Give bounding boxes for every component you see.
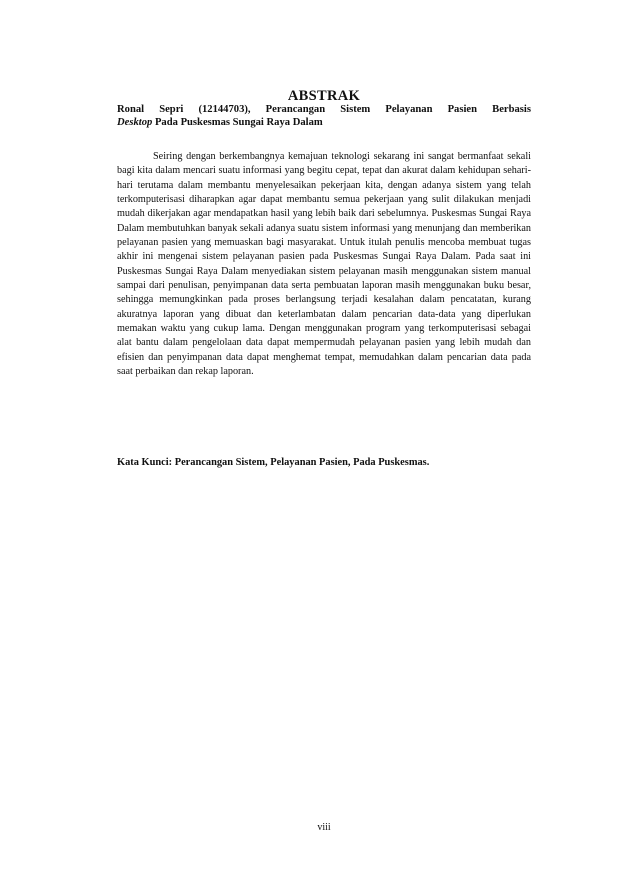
keywords: Kata Kunci: Perancangan Sistem, Pelayanan Pasien, Pada Puskesmas. [117, 457, 430, 468]
subtitle-rest: Pada Puskesmas Sungai Raya Dalam [152, 116, 323, 128]
subtitle-italic: Desktop [117, 116, 153, 128]
page-number: viii [317, 822, 331, 833]
author-line: Ronal Sepri (12144703), Perancangan Sistem Pelayanan Pasien Berbasis [117, 104, 531, 115]
abstract-body: Seiring dengan berkembangnya kemajuan teknologi sekarang ini sangat bermanfaat sekali bagi kita dalam mencari suatu informasi yang begitu cepat, tepat dan akurat dalam kehidupan sehari-hari terutama dalam membantu menyelesaikan pekerjaan kita, dengan adanya sistem yang telah terkomputerisasi diharapkan agar dapat membantu semua pekerjaan yang sulit dilakukan menjadi mudah dikerjakan agar mendapatkan hasil yang lebih baik dari sebelumnya. Puskesmas Sungai Raya Dalam membutuhkan banyak sekali adanya suatu sistem informasi yang menunjang dan memberikan pelayanan pasien yang memuaskan bagi masyarakat. Untuk itulah penulis mencoba membuat tugas akhir ini mengenai sistem pelayanan pasien pada Puskesmas Sungai Raya Dalam. Pada saat ini Puskesmas Sungai Raya Dalam menyediakan sistem pelayanan masih menggunakan sistem manual sampai dari penulisan, penyimpanan data serta pembuatan laporan masih menggunakan buku besar, sehingga memungkinkan pada proses berlangsung terjadi kesalahan dalam pencatatan, kurang akuratnya laporan yang dibuat dan keterlambatan dalam pencarian data-data yang diperlukan memakan waktu yang cukup lama. Dengan menggunakan program yang terkomputerisasi sebagai alat bantu dalam pengelolaan data dapat mempermudah pelayanan pasien yang lebih mudah dan efisien dan penyimpanan data dapat menghemat tempat, memudahkan dalam pencarian data pada saat perbaikan dan rekap laporan. [117, 151, 531, 378]
author-block [117, 104, 531, 129]
abstract-title: ABSTRAK [287, 88, 361, 104]
subtitle-line [117, 117, 531, 130]
document-page [117, 0, 531, 877]
